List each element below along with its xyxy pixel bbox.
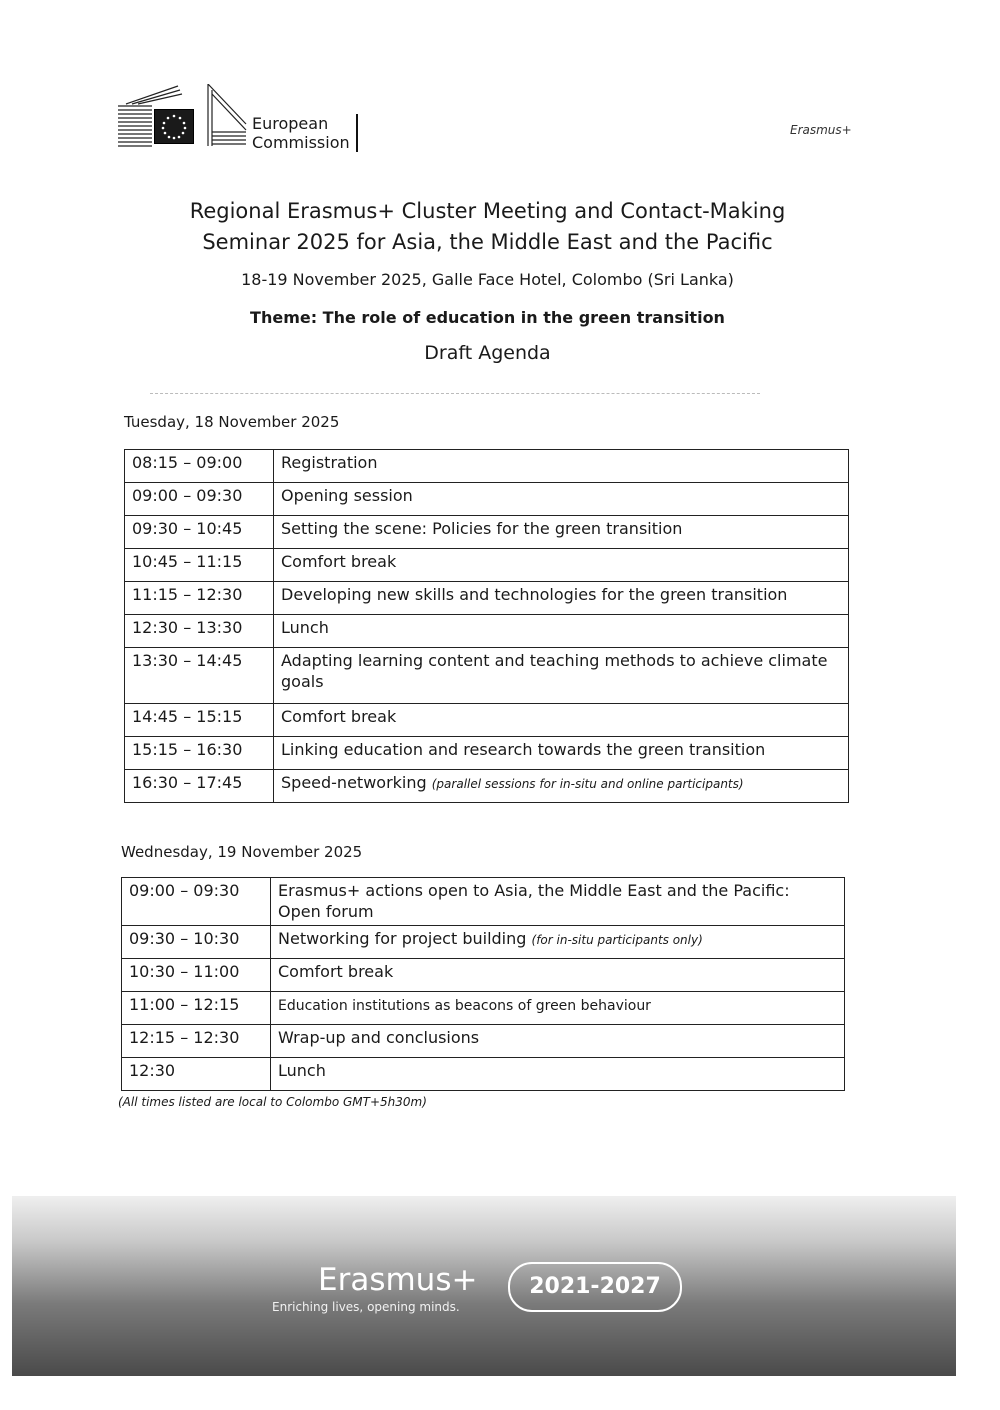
session-cell bbox=[274, 737, 849, 770]
table-row bbox=[122, 992, 845, 1025]
time-cell: 10:45 – 11:15 bbox=[125, 549, 274, 582]
session-cell bbox=[271, 878, 845, 926]
time-cell: 09:00 – 09:30 bbox=[125, 483, 274, 516]
title-line-2: Seminar 2025 for Asia, the Middle East and the Pacific bbox=[202, 230, 773, 254]
session-cell bbox=[274, 483, 849, 516]
table-row bbox=[125, 549, 849, 582]
session-title: Networking for project building bbox=[278, 929, 527, 948]
session-title: Opening session bbox=[281, 486, 413, 505]
session-title: Lunch bbox=[278, 1061, 326, 1080]
erasmus-tagline: Enriching lives, opening minds. bbox=[272, 1300, 460, 1314]
session-cell bbox=[271, 959, 845, 992]
table-row bbox=[125, 770, 849, 803]
erasmus-footer-banner bbox=[12, 1196, 956, 1376]
table-row bbox=[122, 878, 845, 926]
session-title: Education institutions as beacons of green behaviour bbox=[278, 998, 651, 1014]
table-row bbox=[125, 483, 849, 516]
session-cell bbox=[274, 770, 849, 803]
session-cell bbox=[274, 516, 849, 549]
day2-heading: Wednesday, 19 November 2025 bbox=[121, 843, 363, 861]
session-title: Linking education and research towards the green transition bbox=[281, 740, 766, 759]
time-cell: 10:30 – 11:00 bbox=[122, 959, 271, 992]
divider-rule bbox=[150, 393, 760, 394]
time-cell: 11:15 – 12:30 bbox=[125, 582, 274, 615]
erasmus-corner-label: Erasmus+ bbox=[790, 123, 852, 137]
erasmus-brand: Erasmus+ bbox=[318, 1262, 478, 1298]
table-row bbox=[122, 1025, 845, 1058]
session-cell bbox=[271, 926, 845, 959]
logo-line-european: European bbox=[252, 114, 329, 133]
table-row bbox=[122, 926, 845, 959]
time-cell: 09:30 – 10:30 bbox=[122, 926, 271, 959]
theme-line: Theme: The role of education in the green transition bbox=[250, 308, 725, 327]
programme-years-badge: 2021-2027 bbox=[508, 1262, 682, 1312]
session-cell bbox=[274, 549, 849, 582]
session-cell bbox=[271, 1025, 845, 1058]
date-place: 18-19 November 2025, Galle Face Hotel, Colombo (Sri Lanka) bbox=[241, 270, 734, 289]
time-cell: 09:30 – 10:45 bbox=[125, 516, 274, 549]
session-title: Comfort break bbox=[281, 552, 397, 571]
day1-heading: Tuesday, 18 November 2025 bbox=[124, 413, 340, 431]
time-cell: 09:00 – 09:30 bbox=[122, 878, 271, 926]
session-cell bbox=[274, 615, 849, 648]
european-commission-logo bbox=[118, 84, 363, 154]
session-cell bbox=[271, 1058, 845, 1091]
session-title: Comfort break bbox=[278, 962, 394, 981]
session-title: Speed-networking bbox=[281, 773, 427, 792]
table-row bbox=[125, 516, 849, 549]
timezone-footnote: (All times listed are local to Colombo GMT+5h30m) bbox=[118, 1095, 427, 1109]
day2-agenda-table bbox=[121, 877, 845, 1091]
table-row bbox=[125, 648, 849, 704]
document-title bbox=[120, 196, 855, 258]
day1-agenda-table bbox=[124, 449, 849, 803]
logo-line-commission: Commission bbox=[252, 133, 350, 152]
session-title: Developing new skills and technologies for the green transition bbox=[281, 585, 788, 604]
logo-text bbox=[252, 114, 350, 152]
session-title: Lunch bbox=[281, 618, 329, 637]
session-title: Setting the scene: Policies for the green transition bbox=[281, 519, 683, 538]
session-title: Comfort break bbox=[281, 707, 397, 726]
time-cell: 16:30 – 17:45 bbox=[125, 770, 274, 803]
table-row bbox=[125, 450, 849, 483]
time-cell: 15:15 – 16:30 bbox=[125, 737, 274, 770]
session-note: (parallel sessions for in-situ and online participants) bbox=[431, 777, 744, 791]
table-row bbox=[125, 704, 849, 737]
session-title: Adapting learning content and teaching methods to achieve climate goals bbox=[281, 651, 828, 691]
time-cell: 12:15 – 12:30 bbox=[122, 1025, 271, 1058]
session-note: (for in-situ participants only) bbox=[531, 933, 703, 947]
session-title: Registration bbox=[281, 453, 378, 472]
time-cell: 12:30 – 13:30 bbox=[125, 615, 274, 648]
eu-flag-icon bbox=[154, 109, 194, 144]
table-row bbox=[125, 737, 849, 770]
session-cell bbox=[271, 992, 845, 1025]
session-title: Erasmus+ actions open to Asia, the Middle East and the Pacific: Open forum bbox=[278, 881, 790, 921]
table-row bbox=[122, 1058, 845, 1091]
time-cell: 13:30 – 14:45 bbox=[125, 648, 274, 704]
session-cell bbox=[274, 582, 849, 615]
draft-agenda-heading: Draft Agenda bbox=[424, 342, 551, 364]
title-line-1: Regional Erasmus+ Cluster Meeting and Contact-Making bbox=[189, 199, 786, 223]
table-row bbox=[125, 615, 849, 648]
logo-divider bbox=[356, 114, 358, 152]
time-cell: 12:30 bbox=[122, 1058, 271, 1091]
session-title: Wrap-up and conclusions bbox=[278, 1028, 480, 1047]
table-row bbox=[125, 582, 849, 615]
time-cell: 08:15 – 09:00 bbox=[125, 450, 274, 483]
session-cell bbox=[274, 704, 849, 737]
session-cell bbox=[274, 450, 849, 483]
time-cell: 11:00 – 12:15 bbox=[122, 992, 271, 1025]
session-cell bbox=[274, 648, 849, 704]
time-cell: 14:45 – 15:15 bbox=[125, 704, 274, 737]
table-row bbox=[122, 959, 845, 992]
